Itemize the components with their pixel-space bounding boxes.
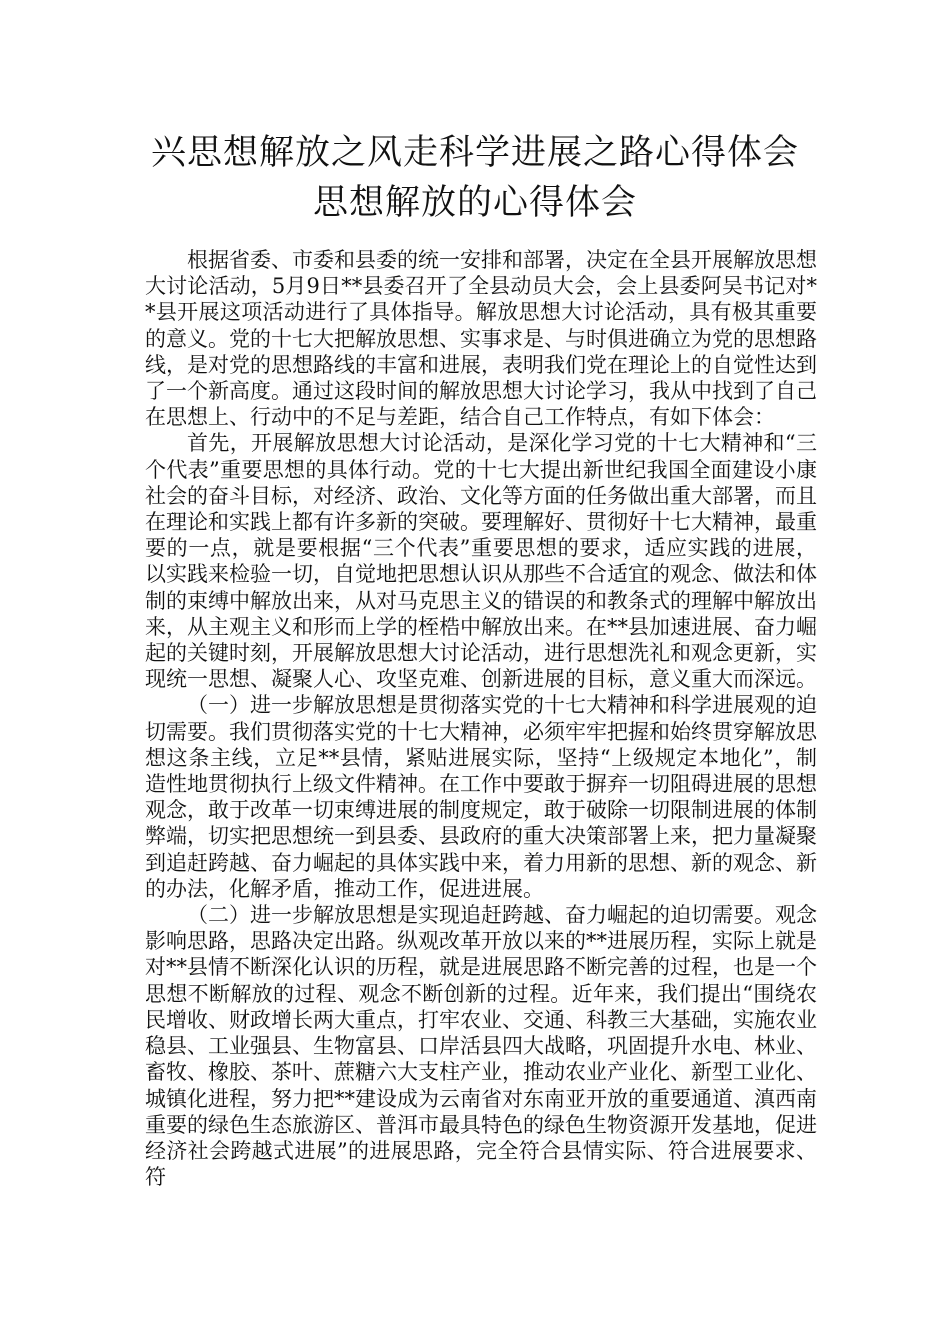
- paragraph-intro: 根据省委、市委和县委的统一安排和部署，决定在全县开展解放思想大讨论活动，5月9日**县委召开了全县动员大会，会上县委阿吴书记对**县开展这项活动进行了具体指导。解放思想大讨论活动，具有极其重要的意义。党的十七大把解放思想、实事求是、与时俱进确立为党的思想路线，是对党的思想路线的丰富和进展，表明我们党在理论上的自觉性达到了一个新高度。通过这段时间的解放思想大讨论学习，我从中找到了自己在思想上、行动中的不足与差距，结合自己工作特点，有如下体会：: [145, 248, 817, 430]
- paragraph-point-one: （一）进一步解放思想是贯彻落实党的十七大精神和科学进展观的迫切需要。我们贯彻落实党的十七大精神，必须牢牢把握和始终贯穿解放思想这条主线，立足**县情，紧贴进展实际，坚持“上级规定本地化”，制造性地贯彻执行上级文件精神。在工作中要敢于摒弃一切阻碍进展的思想观念，敢于改革一切束缚进展的制度规定，敢于破除一切限制进展的体制弊端，切实把思想统一到县委、县政府的重大决策部署上来，把力量凝聚到追赶跨越、奋力崛起的具体实践中来，着力用新的思想、新的观念、新的办法，化解矛盾，推动工作，促进进展。: [145, 693, 817, 901]
- title-line-1: 兴思想解放之风走科学进展之路心得体会: [150, 133, 799, 173]
- document-body: [145, 247, 817, 1190]
- title-line-2: 思想解放的心得体会: [312, 183, 637, 223]
- paragraph-first: 首先，开展解放思想大讨论活动，是深化学习党的十七大精神和“三个代表”重要思想的具体行动。党的十七大提出新世纪我国全面建设小康社会的奋斗目标，对经济、政治、文化等方面的任务做出重大部署，而且在理论和实践上都有许多新的突破。要理解好、贯彻好十七大精神，最重要的一点，就是要根据“三个代表”重要思想的要求，适应实践的进展，以实践来检验一切，自觉地把思想认识从那些不合适宜的观念、做法和体制的束缚中解放出来，从对马克思主义的错误的和教条式的理解中解放出来，从主观主义和形而上学的桎梏中解放出来。在**县加速进展、奋力崛起的关键时刻，开展解放思想大讨论活动，进行思想洗礼和观念更新，实现统一思想、凝聚人心、攻坚克难、创新进展的目标，意义重大而深远。: [145, 431, 817, 692]
- document-title: [0, 128, 950, 228]
- paragraph-point-two: （二）进一步解放思想是实现追赶跨越、奋力崛起的迫切需要。观念影响思路，思路决定出路。纵观改革开放以来的**进展历程，实际上就是对**县情不断深化认识的历程，就是进展思路不断完善的过程，也是一个思想不断解放的过程、观念不断创新的过程。近年来，我们提出“围绕农民增收、财政增长两大重点，打牢农业、交通、科教三大基础，实施农业稳县、工业强县、生物富县、口岸活县四大战略，巩固提升水电、林业、畜牧、橡胶、茶叶、蔗糖六大支柱产业，推动农业产业化、新型工业化、城镇化进程，努力把**建设成为云南省对东南亚开放的重要通道、滇西南重要的绿色生态旅游区、普洱市最具特色的绿色生物资源开发基地，促进经济社会跨越式进展”的进展思路，完全符合县情实际、符合进展要求、符: [145, 903, 817, 1190]
